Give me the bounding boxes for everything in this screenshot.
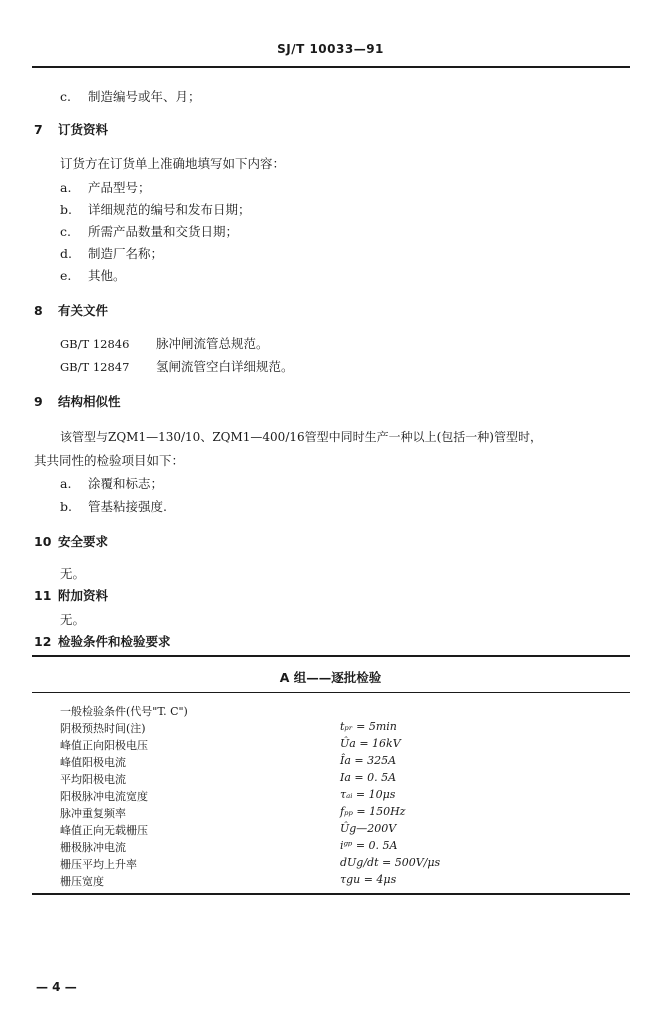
list-label: a. (60, 180, 72, 195)
list-item (60, 474, 163, 492)
list-label: a. (60, 476, 72, 491)
section-9-paragraph-line1: 该管型与ZQM1—130/10、ZQM1—400/16管型中同时生产一种以上(包括一种)管型时， (60, 430, 542, 444)
table-row (60, 856, 620, 873)
list-label: c. (60, 224, 71, 239)
row-name: 栅极脉冲电流 (60, 841, 126, 854)
row-name: 峰值正向阳极电压 (60, 739, 148, 752)
section-title: 检验条件和检验要求 (58, 634, 171, 649)
row-value: Ûa = 16kV (340, 737, 401, 750)
table-row (60, 737, 620, 754)
table-row (60, 771, 620, 788)
section-11-body: 无。 (60, 612, 86, 627)
table-row (60, 822, 620, 839)
row-name: 阳极脉冲电流宽度 (60, 790, 148, 803)
reference-doc (60, 357, 294, 375)
doc-code: GB/T 12846 (60, 337, 130, 351)
page-number: — 4 — (36, 980, 77, 994)
list-label: b. (60, 499, 72, 514)
table-bottom-rule (32, 893, 630, 895)
list-label: c. (60, 89, 71, 104)
row-name: 峰值阳极电流 (60, 756, 126, 769)
list-item (60, 244, 163, 262)
list-label: e. (60, 268, 72, 283)
section-7-intro: 订货方在订货单上准确地填写如下内容： (60, 156, 286, 171)
row-value: τₐᵢ = 10μs (340, 788, 396, 801)
row-value: τgu = 4μs (340, 873, 397, 886)
header-rule (32, 66, 630, 68)
section-number: 11 (34, 588, 52, 603)
section-9-paragraph-line2: 其共同性的检验项目如下： (34, 453, 185, 468)
row-value: iᵍᵖ = 0. 5A (340, 839, 398, 852)
row-name: 峰值正向无载栅压 (60, 824, 148, 837)
row-name: 栅压平均上升率 (60, 858, 137, 871)
section-12-heading (34, 632, 171, 650)
table-top-rule (32, 655, 630, 657)
list-item (60, 222, 238, 240)
table-row (60, 703, 620, 720)
table-row (60, 720, 620, 737)
list-text: 所需产品数量和交货日期； (88, 224, 239, 239)
section-number: 10 (34, 534, 52, 549)
row-value: dUg/dt = 500V/μs (340, 856, 441, 869)
list-item-c-top (60, 87, 201, 105)
list-text: 管基粘接强度. (88, 499, 167, 514)
doc-name: 氢闸流管空白详细规范。 (156, 359, 294, 374)
table-row (60, 754, 620, 771)
page-header: SJ/T 10033—91 (277, 42, 384, 56)
section-title: 订货资料 (58, 122, 109, 137)
doc-code: GB/T 12847 (60, 360, 130, 374)
table-row (60, 873, 620, 890)
list-label: d. (60, 246, 72, 261)
section-number: 7 (34, 122, 43, 137)
section-9-heading (34, 392, 121, 410)
table-row (60, 839, 620, 856)
row-name: 一般检验条件(代号"T. C") (60, 705, 188, 718)
row-name: 阴极预热时间(注) (60, 722, 146, 735)
row-name: 平均阳极电流 (60, 773, 126, 786)
table-row (60, 805, 620, 822)
row-value: Ûg—200V (340, 822, 397, 835)
row-value: tₚᵣ = 5min (340, 720, 397, 733)
row-name: 栅压宽度 (60, 875, 104, 888)
list-text: 详细规范的编号和发布日期； (88, 202, 251, 217)
table-caption: A 组——逐批检验 (279, 670, 382, 685)
section-title: 安全要求 (58, 534, 109, 549)
section-number: 12 (34, 634, 52, 649)
reference-doc (60, 334, 269, 352)
table-header-rule (32, 692, 630, 693)
section-title: 有关文件 (58, 303, 109, 318)
section-7-heading (34, 120, 108, 138)
list-item (60, 497, 167, 515)
section-8-heading (34, 301, 108, 319)
section-number: 8 (34, 303, 43, 318)
list-item (60, 178, 151, 196)
section-10-body: 无。 (60, 566, 86, 581)
section-title: 附加资料 (58, 588, 109, 603)
list-text: 制造厂名称； (88, 246, 164, 261)
list-text: 制造编号或年、月； (88, 89, 201, 104)
section-number: 9 (34, 394, 43, 409)
row-value: Îa = 325A (340, 754, 397, 767)
table-row (60, 788, 620, 805)
row-value: Ia = 0. 5A (340, 771, 397, 784)
list-text: 其他。 (88, 268, 126, 283)
list-text: 产品型号； (88, 180, 151, 195)
list-item (60, 200, 251, 218)
list-text: 涂覆和标志； (88, 476, 164, 491)
list-item (60, 266, 126, 284)
section-title: 结构相似性 (58, 394, 121, 409)
row-value: fₚₚ = 150Hz (340, 805, 406, 818)
list-label: b. (60, 202, 72, 217)
section-10-heading (34, 532, 108, 550)
doc-name: 脉冲闸流管总规范。 (156, 336, 269, 351)
section-11-heading (34, 586, 108, 604)
row-name: 脉冲重复频率 (60, 807, 126, 820)
